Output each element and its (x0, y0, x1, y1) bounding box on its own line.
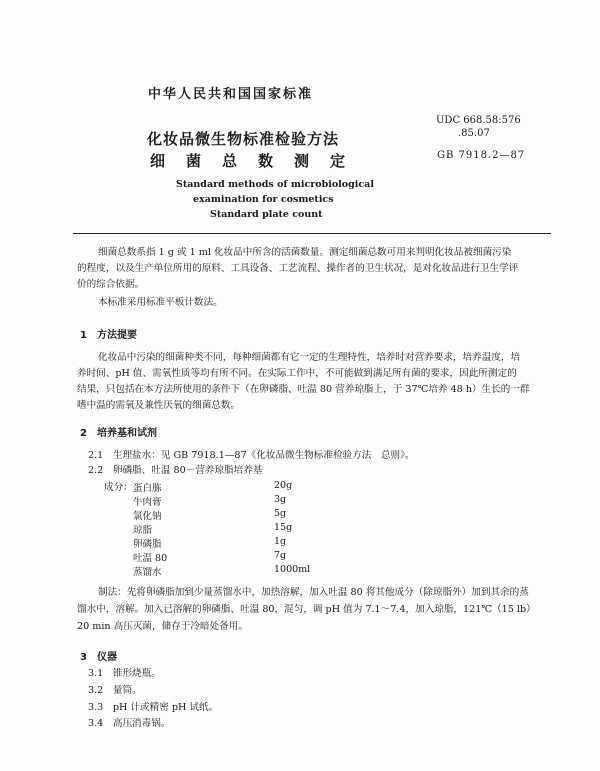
national-standard-header: 中华人民共和国国家标准 (148, 87, 314, 102)
section1-line: 结果，只包括在本方法所使用的条件下（在卵磷脂、吐温 80 营养琼脂上，于 37℃培养 48 h）生长的一群 (77, 384, 530, 395)
ingredient-name: 氯化钠 (133, 511, 162, 522)
intro-line: 价的综合依据。 (77, 279, 145, 290)
intro-line: 的程度，以及生产单位所用的原料、工具设备、工艺流程、操作者的卫生状况，是对化妆品进行卫生学评 (77, 263, 519, 274)
ingredient-amount: 1g (274, 536, 287, 547)
section3-item: 3.4 高压消毒锅。 (88, 718, 171, 729)
section-heading: 3 仪器 (80, 652, 117, 663)
english-title-line: Standard plate count (210, 209, 323, 220)
ingredient-amount: 3g (274, 494, 287, 505)
section3-item: 3.3 pH 计或精密 pH 试纸。 (88, 702, 219, 713)
english-title-line: Standard methods of microbiological (176, 179, 374, 190)
udc-code-cont: .85.07 (458, 128, 490, 139)
section3-item: 3.1 锥形烧瓶。 (88, 668, 161, 679)
intro-line: 本标准采用标准平板计数法。 (98, 297, 223, 308)
section1-line: 嗜中温的需氧及兼性厌氧的细菌总数。 (77, 400, 241, 411)
top-divider (73, 233, 551, 234)
gb-code: GB 7918.2—87 (437, 150, 526, 161)
section3-item: 3.2 量筒。 (88, 685, 142, 696)
composition-label: 成分： (104, 482, 133, 493)
section2-item: 2.1 生理盐水：见 GB 7918.1—87《化妆品微生物标准检验方法 总则》。 (88, 450, 415, 461)
section-heading: 1 方法提要 (80, 330, 137, 341)
section1-line: 养时间、pH 值、需氧性质等均有所不同。在实际工作中，不可能做到满足所有菌的要求，因此所测定的 (77, 368, 517, 379)
ingredient-name: 蛋白胨 (133, 483, 162, 494)
ingredient-amount: 1000ml (274, 564, 311, 575)
prep-line: 20 min 高压灭菌，储存于冷暗处备用。 (77, 621, 248, 632)
section-heading: 2 培养基和试剂 (80, 428, 157, 439)
prep-line: 馏水中，溶解。加入已溶解的卵磷脂、吐温 80，混匀，调 pH 值为 7.1～7.4，加入琼脂，121℃（15 lb） (77, 604, 536, 615)
ingredient-name: 蒸馏水 (133, 567, 162, 578)
udc-code: UDC 668.58:576 (436, 115, 521, 126)
ingredient-amount: 5g (274, 508, 287, 519)
section1-line: 化妆品中污染的细菌种类不同，每种细菌都有它一定的生理特性，培养时对营养要求，培养温度，培 (98, 352, 521, 363)
prep-line: 制法：先将卵磷脂加到少量蒸馏水中，加热溶解，加入吐温 80 将其他成分（除琼脂外）加到其余的蒸 (98, 587, 529, 598)
document-subtitle: 细菌总数测定 (150, 152, 367, 170)
ingredient-name: 牛肉膏 (133, 497, 162, 508)
ingredient-amount: 7g (274, 550, 287, 561)
ingredient-amount: 20g (274, 480, 293, 491)
ingredient-name: 吐温 80 (133, 553, 168, 564)
english-title-line: examination for cosmetics (193, 194, 334, 205)
document-title: 化妆品微生物标准检验方法 (147, 130, 340, 148)
ingredient-amount: 15g (274, 522, 293, 533)
section2-item: 2.2 卵磷脂、吐温 80－营养琼脂培养基 (88, 465, 263, 476)
intro-line: 细菌总数系指 1 g 或 1 ml 化妆品中所含的活菌数量。测定细菌总数可用来判明化妆品被细菌污染 (98, 247, 512, 258)
ingredient-name: 卵磷脂 (133, 539, 162, 550)
ingredient-name: 琼脂 (133, 525, 153, 536)
